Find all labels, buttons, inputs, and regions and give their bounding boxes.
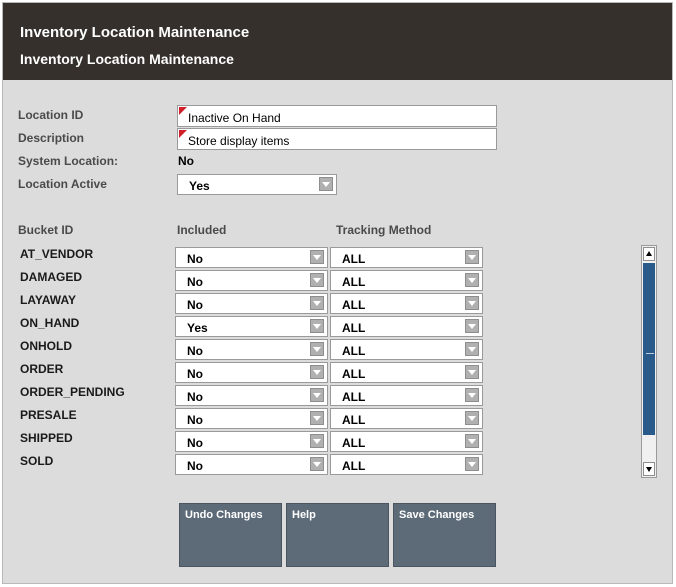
tracking-method-value: ALL: [342, 459, 366, 473]
included-value: No: [187, 436, 203, 450]
included-select[interactable]: [175, 293, 328, 314]
bucket-id-label: SHIPPED: [20, 431, 73, 445]
included-select[interactable]: [175, 385, 328, 406]
included-select[interactable]: [175, 431, 328, 452]
tracking-method-select[interactable]: [330, 385, 483, 406]
grip-icon: [646, 353, 654, 368]
system-location-label: System Location:: [18, 154, 119, 168]
chevron-down-icon[interactable]: [465, 273, 479, 287]
chevron-down-icon[interactable]: [319, 177, 333, 191]
tracking-method-select[interactable]: [330, 431, 483, 452]
tracking-method-value: ALL: [342, 275, 366, 289]
chevron-down-icon[interactable]: [310, 296, 324, 310]
tracking-method-header: Tracking Method: [336, 223, 432, 237]
location-active-select[interactable]: [177, 174, 337, 195]
page-title: Inventory Location Maintenance: [20, 24, 250, 41]
location-id-label: Location ID: [18, 108, 84, 122]
chevron-down-icon[interactable]: [310, 319, 324, 333]
chevron-down-icon[interactable]: [465, 296, 479, 310]
chevron-down-icon[interactable]: [465, 457, 479, 471]
save-changes-button[interactable]: Save Changes: [393, 503, 496, 567]
included-select[interactable]: [175, 247, 328, 268]
bucket-id-label: AT_VENDOR: [20, 247, 94, 261]
description-label: Description: [18, 131, 85, 145]
included-value: No: [187, 275, 203, 289]
tracking-method-select[interactable]: [330, 408, 483, 429]
chevron-down-icon[interactable]: [310, 434, 324, 448]
tracking-method-value: ALL: [342, 252, 366, 266]
scroll-up-arrow-icon[interactable]: [643, 247, 655, 261]
bucket-id-label: ON_HAND: [20, 316, 80, 330]
included-select[interactable]: [175, 362, 328, 383]
bucket-id-header: Bucket ID: [18, 223, 74, 237]
chevron-down-icon[interactable]: [465, 342, 479, 356]
location-id-field[interactable]: [177, 105, 497, 127]
included-select[interactable]: [175, 270, 328, 291]
required-marker-icon: [179, 130, 187, 138]
tracking-method-value: ALL: [342, 321, 366, 335]
help-button[interactable]: Help: [286, 503, 389, 567]
location-active-label: Location Active: [18, 177, 107, 191]
included-value: No: [187, 252, 203, 266]
bucket-id-label: DAMAGED: [20, 270, 82, 284]
chevron-down-icon[interactable]: [465, 434, 479, 448]
tracking-method-value: ALL: [342, 390, 366, 404]
included-value: No: [187, 367, 203, 381]
location-active-value: Yes: [189, 179, 210, 193]
bucket-id-label: ORDER_PENDING: [20, 385, 125, 399]
page-subtitle: Inventory Location Maintenance: [20, 51, 234, 67]
chevron-down-icon[interactable]: [310, 388, 324, 402]
bucket-id-label: LAYAWAY: [20, 293, 77, 307]
bucket-list-scrollbar[interactable]: [641, 245, 657, 478]
tracking-method-value: ALL: [342, 367, 366, 381]
tracking-method-select[interactable]: [330, 454, 483, 475]
tracking-method-value: ALL: [342, 298, 366, 312]
included-select[interactable]: [175, 316, 328, 337]
chevron-down-icon[interactable]: [310, 457, 324, 471]
chevron-down-icon[interactable]: [310, 365, 324, 379]
included-value: Yes: [187, 321, 208, 335]
undo-changes-button[interactable]: Undo Changes: [179, 503, 282, 567]
chevron-down-icon[interactable]: [465, 411, 479, 425]
title-bar: [3, 3, 672, 80]
tracking-method-select[interactable]: [330, 247, 483, 268]
chevron-down-icon[interactable]: [465, 250, 479, 264]
bucket-id-label: SOLD: [20, 454, 54, 468]
included-value: No: [187, 413, 203, 427]
tracking-method-value: ALL: [342, 344, 366, 358]
bucket-id-label: ORDER: [20, 362, 64, 376]
description-value: Store display items: [188, 134, 290, 148]
tracking-method-select[interactable]: [330, 316, 483, 337]
included-value: No: [187, 390, 203, 404]
chevron-down-icon[interactable]: [310, 250, 324, 264]
included-select[interactable]: [175, 408, 328, 429]
chevron-down-icon[interactable]: [310, 411, 324, 425]
tracking-method-select[interactable]: [330, 362, 483, 383]
tracking-method-value: ALL: [342, 413, 366, 427]
chevron-down-icon[interactable]: [465, 365, 479, 379]
description-field[interactable]: [177, 128, 497, 150]
bucket-id-label: PRESALE: [20, 408, 77, 422]
tracking-method-select[interactable]: [330, 270, 483, 291]
chevron-down-icon[interactable]: [310, 273, 324, 287]
location-id-value: Inactive On Hand: [188, 111, 281, 125]
included-value: No: [187, 344, 203, 358]
included-select[interactable]: [175, 454, 328, 475]
included-value: No: [187, 459, 203, 473]
included-select[interactable]: [175, 339, 328, 360]
scroll-down-arrow-icon[interactable]: [643, 462, 655, 476]
scrollbar-thumb[interactable]: [643, 263, 655, 435]
included-value: No: [187, 298, 203, 312]
chevron-down-icon[interactable]: [465, 319, 479, 333]
chevron-down-icon[interactable]: [465, 388, 479, 402]
tracking-method-value: ALL: [342, 436, 366, 450]
required-marker-icon: [179, 107, 187, 115]
chevron-down-icon[interactable]: [310, 342, 324, 356]
location-maintenance-window: [2, 2, 673, 584]
tracking-method-select[interactable]: [330, 339, 483, 360]
included-header: Included: [177, 223, 227, 237]
bucket-id-label: ONHOLD: [20, 339, 72, 353]
tracking-method-select[interactable]: [330, 293, 483, 314]
system-location-value: No: [178, 154, 194, 168]
